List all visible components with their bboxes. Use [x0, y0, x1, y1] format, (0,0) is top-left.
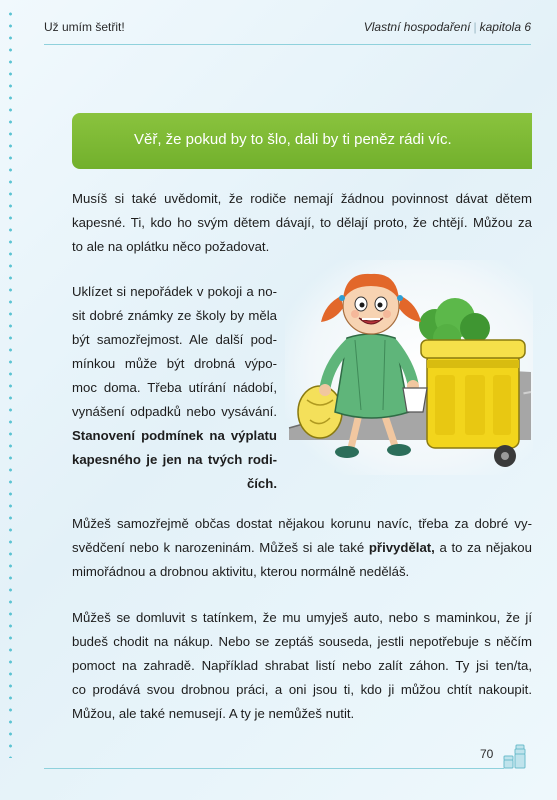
text-line: vynášení odpadků nebo vysávání. — [72, 404, 277, 419]
text-line: pomoct na zahradě. Například shrabat listí nebo zalít záhon. Ty jsi ten/ta, — [72, 658, 532, 673]
page-number: 70 — [480, 747, 494, 761]
chapter-title: Vlastní hospodaření — [363, 20, 471, 34]
chapter-number: kapitola 6 — [479, 20, 531, 34]
text-line: Uklízet si nepořádek v pokoji a no- — [72, 284, 277, 299]
text-line: co prodává svou drobnou práci, a oni jsou ti, kdo ji můžou chtít nakoupit. — [72, 682, 532, 697]
page-header — [0, 0, 557, 50]
text-line: Můžeš se domluvit s tatínkem, že mu umyješ auto, nebo s maminkou, že jí — [72, 610, 532, 625]
text-line: sit dobré známky ze školy by měla — [72, 308, 277, 323]
paragraph-3 — [72, 512, 532, 584]
tip-banner-text: Věř, že pokud by to šlo, dali by ti peněz rádi víc. — [134, 131, 452, 148]
text-line — [72, 536, 532, 560]
text-line: Můžou, ale také nemusejí. A ty je nemůžeš nutit. — [72, 706, 355, 721]
dotted-margin-decoration — [9, 8, 12, 758]
text-line: mínkou může být drobná výpo- — [72, 356, 277, 371]
text-segment: a to za nějakou — [434, 540, 532, 555]
header-divider — [44, 44, 531, 45]
text-segment: svědčení nebo k narozeninám. Můžeš si ale také — [72, 540, 369, 555]
girl-with-trash-illustration — [285, 260, 533, 475]
tip-banner — [72, 113, 532, 169]
text-line: budeš chodit na nákup. Nebo se zeptáš souseda, jestli nepotřebuje s něčím — [72, 634, 532, 649]
book-title: Už umím šetřit! — [44, 20, 125, 34]
header-separator: | — [473, 20, 477, 34]
text-line: to ale na oplátku něco požadovat. — [72, 239, 270, 254]
bold-text-line: čích. — [246, 476, 277, 491]
text-line: Můžeš samozřejmě občas dostat nějakou korunu navíc, třeba za dobré vy- — [72, 516, 532, 531]
chapter-info — [364, 20, 531, 34]
bold-text-line: kapesného je jen na tvých rodi- — [72, 452, 277, 467]
bold-text-line: Stanovení podmínek na výplatu — [72, 428, 277, 443]
text-line: mimořádnou a drobnou aktivitu, kterou normálně neděláš. — [72, 564, 410, 579]
text-line: být samozřejmost. Ale další pod- — [72, 332, 277, 347]
text-line: Musíš si také uvědomit, že rodiče nemají žádnou povinnost dávat dětem — [72, 191, 532, 206]
text-line: moc doma. Třeba utírání nádobí, — [72, 380, 277, 395]
paragraph-2 — [72, 280, 277, 496]
paragraph-1 — [72, 187, 532, 259]
coin-stack-icon — [502, 744, 528, 770]
footer-divider — [44, 768, 504, 769]
paragraph-4 — [72, 606, 532, 726]
text-line: kapesné. Ti, kdo ho svým dětem dávají, to dělají proto, že chtějí. Můžou za — [72, 215, 532, 230]
bold-word: přivydělat, — [368, 540, 435, 555]
